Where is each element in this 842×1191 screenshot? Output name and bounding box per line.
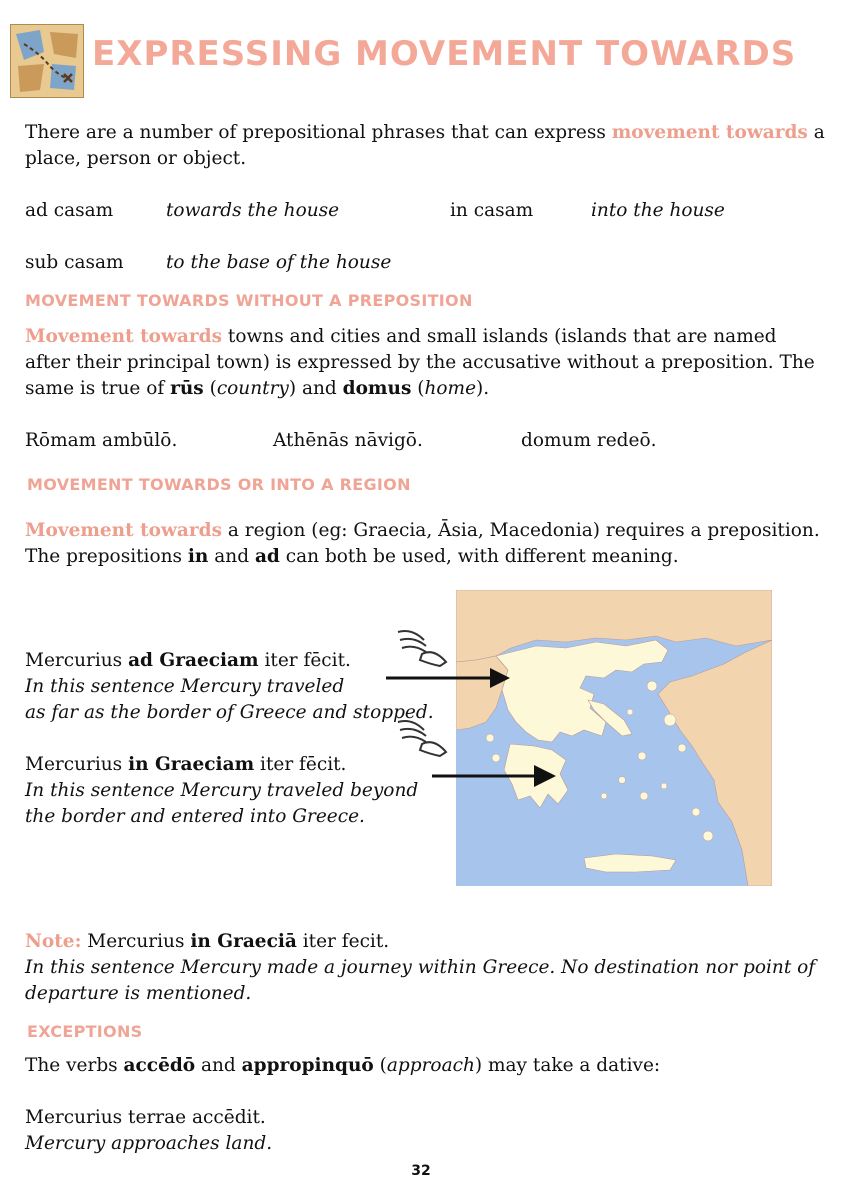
section1-example-2: Athēnās nāvigō. <box>273 430 423 451</box>
example-latin-3: sub casam <box>25 252 124 273</box>
section-heading-into-region: MOVEMENT TOWARDS OR INTO A REGION <box>27 475 411 494</box>
page-number: 32 <box>411 1163 431 1179</box>
section1-paragraph: Movement towards towns and cities and small islands (islands that are named after their principal town) is expressed by the accusative without a preposition. The same is true of rūs (country) and domus (home). <box>25 326 815 399</box>
example-ad-explanation-2: as far as the border of Greece and stopped. <box>25 702 434 723</box>
note-explanation-2: departure is mentioned. <box>25 983 252 1004</box>
section-heading-exceptions: EXCEPTIONS <box>27 1022 143 1041</box>
page-title: EXPRESSING MOVEMENT TOWARDS <box>92 34 797 74</box>
exceptions-example: Mercurius terrae accēdit. <box>25 1107 266 1128</box>
example-latin-2: in casam <box>450 200 534 221</box>
exceptions-translation: Mercury approaches land. <box>25 1133 273 1154</box>
example-ad-graeciam: Mercurius ad Graeciam iter fēcit. <box>25 650 351 671</box>
treasure-map-icon <box>10 24 84 98</box>
note-label: Note: <box>25 931 82 952</box>
winged-sandal-icon <box>394 626 450 670</box>
note-explanation-1: In this sentence Mercury made a journey within Greece. No destination nor point of <box>25 957 816 978</box>
example-ad-explanation-1: In this sentence Mercury traveled <box>25 676 345 697</box>
example-in-graeciam: Mercurius in Graeciam iter fēcit. <box>25 754 347 775</box>
example-in-explanation-2: the border and entered into Greece. <box>25 806 365 827</box>
section-heading-no-preposition: MOVEMENT TOWARDS WITHOUT A PREPOSITION <box>25 291 473 310</box>
example-in-explanation-1: In this sentence Mercury traveled beyond <box>25 780 419 801</box>
intro-highlight: movement towards <box>611 122 808 143</box>
exceptions-paragraph: The verbs accēdō and appropinquō (approach) may take a dative: <box>25 1055 661 1076</box>
example-english-1: towards the house <box>166 200 340 221</box>
greece-map <box>456 590 772 886</box>
arrow-into-greece <box>430 762 560 790</box>
example-latin-1: ad casam <box>25 200 114 221</box>
example-english-3: to the base of the house <box>166 252 392 273</box>
intro-paragraph: There are a number of prepositional phrases that can express movement towards a place, person or object. <box>25 122 825 169</box>
section1-example-3: domum redeō. <box>521 430 657 451</box>
example-english-2: into the house <box>591 200 725 221</box>
arrow-to-border <box>384 665 514 691</box>
note-line: Note: Mercurius in Graeciā iter fecit. <box>25 931 390 952</box>
section2-paragraph: Movement towards a region (eg: Graecia, Āsia, Macedonia) requires a preposition. The prepositions in and ad can both be used, with different meaning. <box>25 520 820 567</box>
section1-example-1: Rōmam ambūlō. <box>25 430 178 451</box>
